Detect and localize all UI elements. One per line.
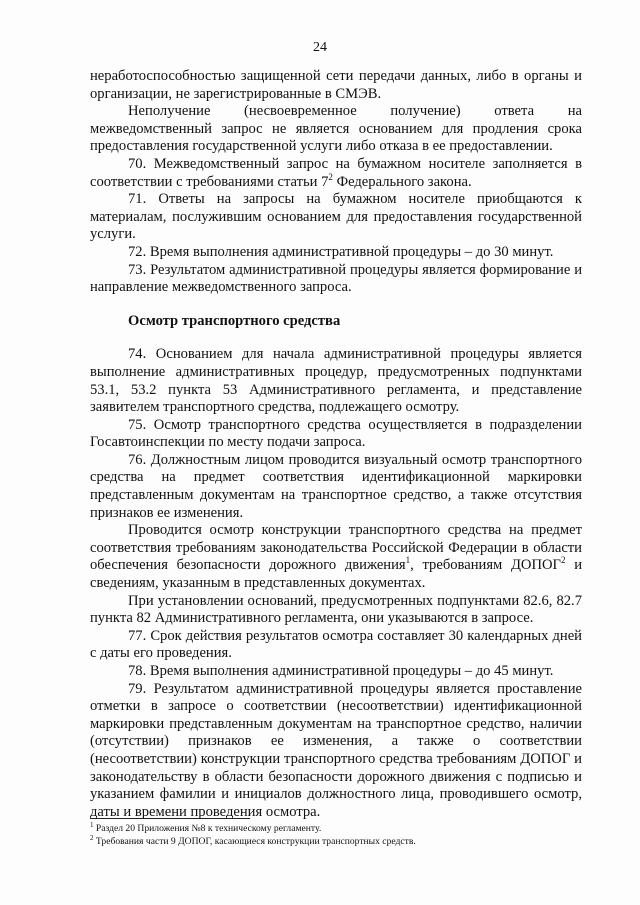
paragraph-76-construction-text: Проводится осмотр конструкции транспортного средства на предмет соответствия требованиям законодательства Российской Федерации в области обеспечения безопасности дорожного движения bbox=[90, 522, 582, 574]
footnote-2 bbox=[90, 835, 582, 848]
footnote-1 bbox=[90, 822, 582, 835]
footnote-mark-1: 1 bbox=[90, 820, 94, 829]
paragraph-79: 79. Результатом административной процедуры является проставление отметки в запросе о соответствии (несоответствии) идентификационной маркировки представленным документам на транспортное средство, наличии (отсутствии) признаков ее изменения, а также о соответствии (несоответствии) конструкции транспортного средства требованиям ДОПОГ и законодательству в области безопасности дорожного движения с подписью и указанием фамилии и инициалов должностного лица, проводившего осмотр, даты и времени проведения осмотра. bbox=[90, 680, 582, 820]
paragraph-76-construction-mid: , требованиям ДОПОГ bbox=[410, 557, 561, 574]
footnote-ref-2: 2 bbox=[561, 555, 566, 566]
document-body bbox=[90, 68, 582, 821]
footnote-divider bbox=[90, 818, 250, 819]
footnote-2-text: Требования части 9 ДОПОГ, касающиеся конструкции транспортных средств. bbox=[93, 836, 416, 847]
paragraph-continuation: неработоспособностью защищенной сети передачи данных, либо в органы и организации, не зарегистрированные в СМЭВ. bbox=[90, 68, 582, 102]
paragraph-77: 77. Срок действия результатов осмотра составляет 30 календарных дней с даты его проведения. bbox=[90, 627, 582, 662]
footnote-1-text: Раздел 20 Приложения №8 к техническому регламенту. bbox=[93, 823, 322, 834]
paragraph-75: 75. Осмотр транспортного средства осуществляется в подразделении Госавтоинспекции по месту подачи запроса. bbox=[90, 416, 582, 451]
paragraph-72: 72. Время выполнения административной процедуры – до 30 минут. bbox=[128, 243, 554, 260]
paragraph-70-text: 70. Межведомственный запрос на бумажном носителе заполняется в соответствии с требованиями статьи 7 bbox=[90, 155, 582, 190]
superscript-2: 2 bbox=[328, 171, 333, 182]
paragraph-78: 78. Время выполнения административной процедуры – до 45 минут. bbox=[128, 663, 554, 679]
paragraph-70-tail: Федерального закона. bbox=[332, 173, 472, 190]
paragraph-76: 76. Должностным лицом проводится визуальный осмотр транспортного средства на предмет соответствия идентификационной маркировки представленным документам на транспортное средство, а также отсутствия признаков ее изменения. bbox=[90, 451, 582, 521]
paragraph-76-construction bbox=[90, 522, 582, 592]
paragraph-76-construction-tail: и сведениям, указанным в представленных документах. bbox=[90, 557, 583, 592]
paragraph-no-response: Неполучение (несвоевременное получение) ответа на межведомственный запрос не является основанием для продления срока предоставления государственной услуги либо отказа в ее предоставлении. bbox=[90, 103, 582, 155]
paragraph-73: 73. Результатом административной процедуры является формирование и направление межведомственного запроса. bbox=[90, 261, 582, 296]
paragraph-70 bbox=[90, 156, 582, 191]
paragraph-74: 74. Основанием для начала административной процедуры является выполнение административных процедур, предусмотренных подпунктами 53.1, 53.2 пункта 53 Административного регламента, и представление заявителем транспортного средства, подлежащего осмотру. bbox=[90, 346, 582, 416]
page-number: 24 bbox=[313, 40, 327, 55]
footnote-ref-1: 1 bbox=[405, 555, 411, 566]
paragraph-71: 71. Ответы на запросы на бумажном носителе приобщаются к материалам, послужившим основанием для предоставления государственной услуги. bbox=[90, 191, 582, 243]
footnotes bbox=[90, 818, 582, 848]
footnote-mark-2: 2 bbox=[90, 833, 94, 842]
section-heading: Осмотр транспортного средства bbox=[128, 312, 341, 329]
paragraph-76-grounds: При установлении оснований, предусмотренных подпунктами 82.6, 82.7 пункта 82 Административного регламента, они указываются в запросе. bbox=[90, 592, 582, 627]
